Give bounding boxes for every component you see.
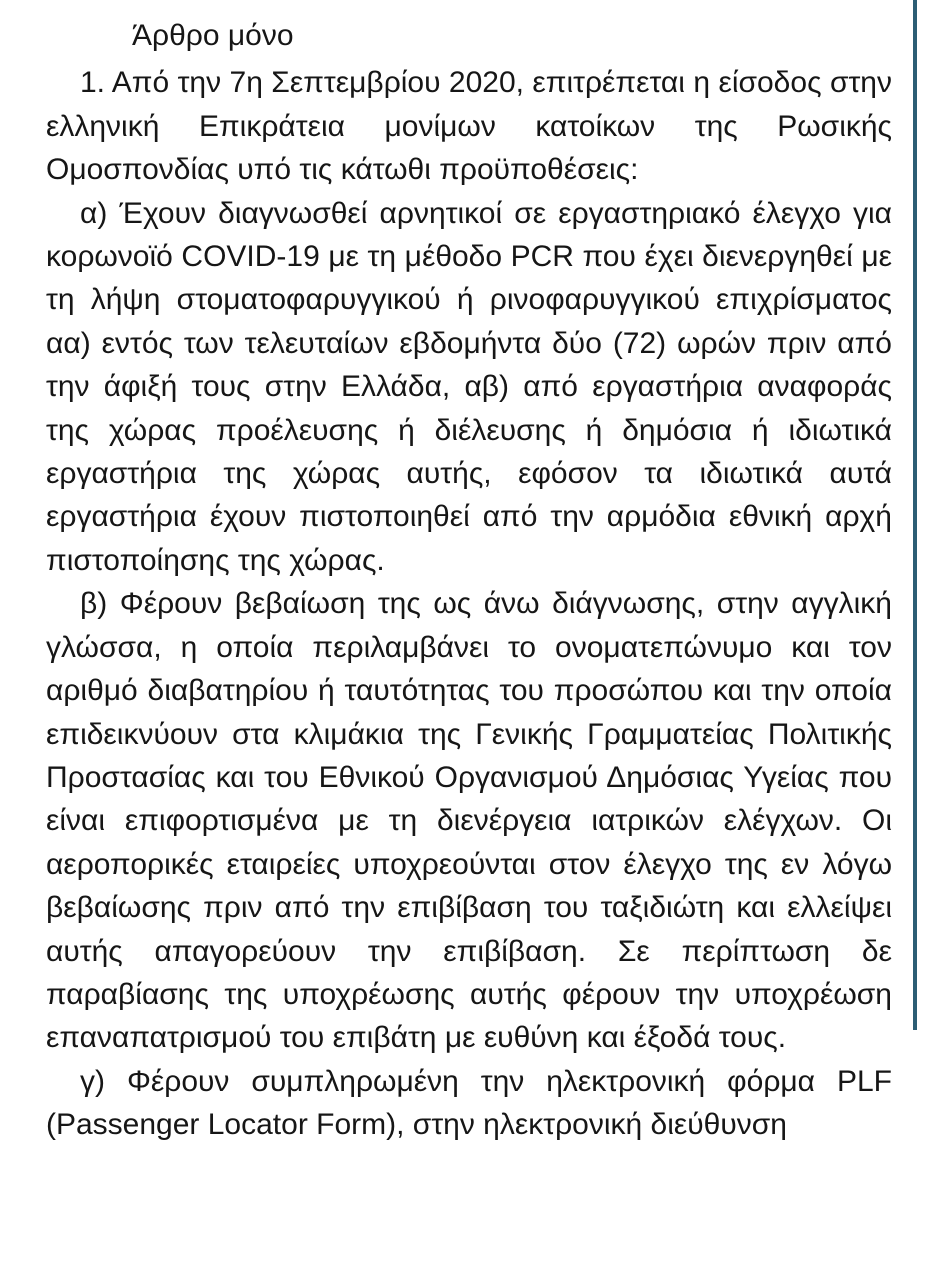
paragraph-a: α) Έχουν διαγνωσθεί αρνητικοί σε εργαστηριακό έλεγχο για κορωνοϊό COVID-19 με τη μέθοδο PCR που έχει διενεργηθεί με τη λήψη στοματοφαρυγγικού ή ρινοφαρυγγικού επιχρίσματος αα) εντός των τελευταίων εβδομήντα δύο (72) ωρών πριν από την άφιξή τους στην Ελλάδα, αβ) από εργαστήρια αναφοράς της χώρας προέλευσης ή διέλευσης ή δημόσια ή ιδιωτικά εργαστήρια της χώρας αυτής, εφόσον τα ιδιωτικά αυτά εργαστήρια έχουν πιστοποιηθεί από την αρμόδια εθνική αρχή πιστοποίησης της χώρας. <box>46 196 892 577</box>
paragraph-1: 1. Από την 7η Σεπτεμβρίου 2020, επιτρέπεται η είσοδος στην ελληνική Επικράτεια μονίμων κατοίκων της Ρωσικής Ομοσπονδίας υπό τις κάτωθι προϋποθέσεις: <box>46 66 892 187</box>
bottom-margin <box>0 1240 936 1280</box>
paragraph-c: γ) Φέρουν συμπληρωμένη την ηλεκτρονική φόρμα PLF (Passenger Locator Form), στην ηλεκτρονική διεύθυνση <box>46 1064 892 1142</box>
article-title: Άρθρο μόνο <box>132 19 294 52</box>
text-column <box>46 14 892 1147</box>
column-rule <box>913 0 917 1030</box>
paragraph-b: β) Φέρουν βεβαίωση της ως άνω διάγνωσης, στην αγγλική γλώσσα, η οποία περιλαμβάνει το ονοματεπώνυμο και τον αριθμό διαβατηρίου ή ταυτότητας του προσώπου και την οποία επιδεικνύουν στα κλιμάκια της Γενικής Γραμματείας Πολιτικής Προστασίας και του Εθνικού Οργανισμού Δημόσιας Υγείας που είναι επιφορτισμένα με τη διενέργεια ιατρικών ελέγχων. Οι αεροπορικές εταιρείες υποχρεούνται στον έλεγχο της εν λόγω βεβαίωσης πριν από την επιβίβαση του ταξιδιώτη και ελλείψει αυτής απαγορεύουν την επιβίβαση. Σε περίπτωση δε παραβίασης της υποχρέωσης αυτής φέρουν την υποχρέωση επαναπατρισμού του επιβάτη με ευθύνη και έξοδά τους. <box>46 587 892 1055</box>
